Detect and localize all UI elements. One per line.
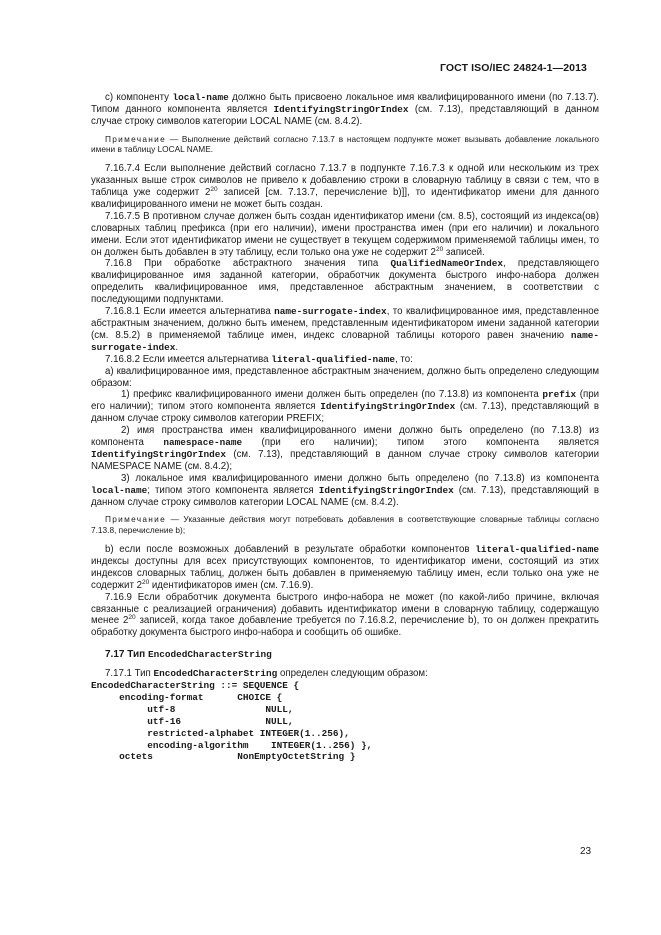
para-c-local-name: с) компоненту local-name должно быть присвоено локальное имя квалифицированного имени (по 7.13.7). Типом данного компонента является IdentifyingStringOrIndex (см. 7.13), представляющий в данном случае строку символов категории LOCAL NAME (см. 8.4.2). bbox=[91, 92, 599, 127]
note-1: Примечание — Выполнение действий согласно 7.13.7 в настоящем подпункте может вызывать добавление локального имени в таблицу LOCAL NAME. bbox=[91, 133, 599, 155]
code-line: encoding-algorithm INTEGER(1..256) }, bbox=[91, 739, 373, 751]
page-number: 23 bbox=[580, 846, 592, 857]
para-7-16-8-2-a: а) квалифицированное имя, представленное абстрактным значением, должно быть определено следующим образом: bbox=[91, 365, 599, 389]
para-7-17-1: 7.17.1 Тип EncodedCharacterString определен следующим образом: bbox=[105, 668, 428, 680]
para-7-16-8: 7.16.8 При обработке абстрактного значения типа QualifiedNameOrIndex, представляющего квалифицированное имя заданной категории, обработчик документа быстрого инфо-набора должен определить квалифицированное имя, представленное абстрактным значением, в соответствии с последующими подпунктами. bbox=[91, 258, 599, 306]
code-line: utf-16 NULL, bbox=[91, 715, 294, 727]
para-7-16-8-2: 7.16.8.2 Если имеется альтернатива literal-qualified-name, то: bbox=[105, 353, 413, 365]
para-b-indexes: b) если после возможных добавлений в результате обработки компонентов literal-qualified-name индексы доступны для всех присутствующих компонентов, то идентификатор имени, состоящий из этих индексов словарных таблиц, должен быть добавлен в применяемую таблицу имен, если только она уже не содержит $2^{20}$ идентификаторов имен (см. 7.16.9). bbox=[91, 543, 599, 591]
asn1-code-block bbox=[91, 680, 599, 763]
para-7-16-8-1: 7.16.8.1 Если имеется альтернатива name-surrogate-index, то квалифицированное имя, представленное абстрактным значением, должно быть именем, представленным идентификатором имени заданной категории (см. 8.5.2) в применяемой таблице имен, индекс словарной таблицы которого равен значению name-surrogate-index. bbox=[91, 306, 600, 353]
page-body bbox=[91, 92, 599, 763]
list-item-1-prefix: 1) префикс квалифицированного имени должен быть определен (по 7.13.8) из компонента prefix (при его наличии); типом этого компонента является IdentifyingStringOrIndex (см. 7.13), представляющий в данном случае строку символов категории PREFIX; bbox=[91, 389, 600, 425]
code-line: utf-8 NULL, bbox=[91, 703, 294, 715]
note-2: Примечание — Указанные действия могут потребовать добавления в соответствующие словарные таблицы согласно 7.13.8, перечисление b); bbox=[91, 514, 599, 536]
code-line: EncodedCharacterString ::= SEQUENCE { bbox=[91, 680, 300, 692]
list-item-3-local-name: 3) локальное имя квалифицированного имени должно быть определено (по 7.13.8) из компонента local-name; типом этого компонента является IdentifyingStringOrIndex (см. 7.13), представляющий в данном случае строку символов категории LOCAL NAME (см. 8.4.2). bbox=[91, 472, 599, 508]
para-7-16-7-5: 7.16.7.5 В противном случае должен быть создан идентификатор имени (см. 8.5), состоящий из индекса(ов) словарных таблиц префикса (при его наличии), имени пространства имен (при его наличии) и локального имени. Если этот идентификатор имени не существует в текущем содержимом применяемой таблицы имен, то он должен быть добавлен в эту таблицу, если только она уже не содержит $2^{20}$ записей. bbox=[91, 210, 599, 258]
code-line: restricted-alphabet INTEGER(1..256), bbox=[91, 727, 350, 739]
para-7-16-7-4: 7.16.7.4 Если выполнение действий согласно 7.13.7 в подпункте 7.16.7.3 к одной или нескольким из трех указанных выше строк символов не привело к добавлению строки в словарную таблицу в связи с тем, что в таблица уже содержит $2^{20}$ записей [см. 7.13.7, перечисление b)]], то идентификатор имени для данного квалифицированного имени не может быть создан. bbox=[91, 163, 599, 210]
standard-header: ГОСТ ISO/IEC 24824-1—2013 bbox=[440, 62, 587, 74]
section-title-7-17: 7.17 Тип EncodedCharacterString bbox=[105, 649, 272, 661]
para-7-16-9: 7.16.9 Если обработчик документа быстрого инфо-набора не может (по какой-либо причине, включая связанные с реализацией ограничения) добавить идентификатор имени в словарную таблицу, содержащую менее $2^{20}$ записей, когда такое добавление требуется по 7.16.8.2, перечисление b), то он должен прекратить обработку документа быстрого инфо-набора и сообщить об ошибке. bbox=[91, 591, 599, 639]
code-line: encoding-format CHOICE { bbox=[91, 691, 283, 703]
code-line: octets NonEmptyOctetString } bbox=[91, 751, 356, 763]
list-item-2-namespace: 2) имя пространства имен квалифицированного имени должно быть определено (по 7.13.8) из компонента namespace-name (при его наличии); типом этого компонента является IdentifyingStringOrIndex (см. 7.13), представляющий в данном случае строку символов категории NAMESPACE NAME (см. 8.4.2); bbox=[91, 425, 599, 472]
